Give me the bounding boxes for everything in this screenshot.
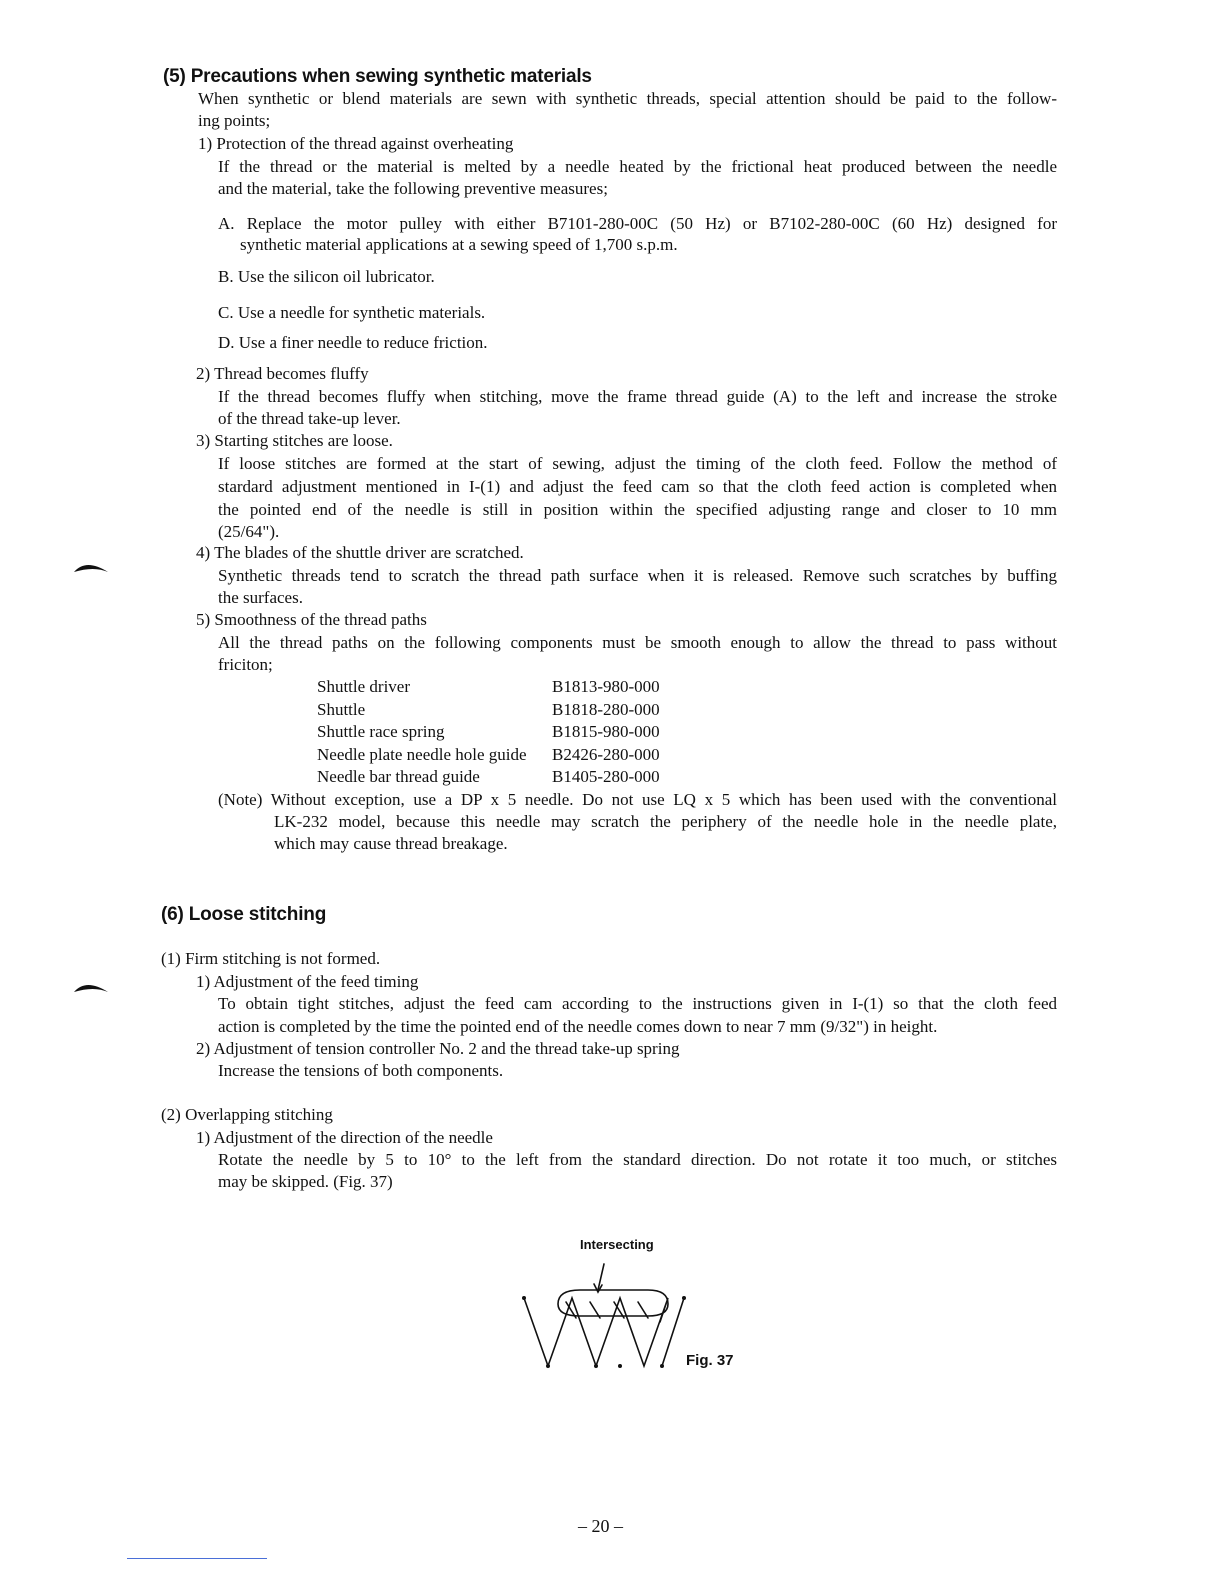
section-5-heading: (5) Precautions when sewing synthetic materials xyxy=(163,66,592,87)
part-name-3: Shuttle race spring xyxy=(317,722,445,741)
part-code-4: B2426-280-000 xyxy=(552,745,660,764)
item-5-title: 5) Smoothness of the thread paths xyxy=(196,610,427,629)
measure-c: C. Use a needle for synthetic materials. xyxy=(218,303,486,322)
stitch-diagram-figure xyxy=(518,1262,708,1380)
part-name-5: Needle bar thread guide xyxy=(317,767,480,786)
feed-timing-title: 1) Adjustment of the feed timing xyxy=(196,972,419,991)
section-6-heading: (6) Loose stitching xyxy=(161,904,327,925)
tension-title: 2) Adjustment of tension controller No. 2 and the thread take-up spring xyxy=(196,1039,680,1058)
measure-d: D. Use a finer needle to reduce friction. xyxy=(218,333,488,352)
item-1-body-line-1: If the thread or the material is melted by a needle heated by the frictional heat produced between the needle xyxy=(218,157,1057,176)
margin-mark-icon xyxy=(72,980,110,994)
firm-stitching-title: (1) Firm stitching is not formed. xyxy=(161,949,381,968)
measure-a-line-1: A. Replace the motor pulley with either B7101-280-00C (50 Hz) or B7102-280-00C (60 Hz) designed for xyxy=(218,214,1057,233)
item-3-body-line-3: the pointed end of the needle is still in position within the specified adjusting range and closer to 10 mm xyxy=(218,500,1057,519)
bottom-rule xyxy=(127,1558,267,1559)
item-3-body-line-2: stardard adjustment mentioned in I-(1) and adjust the feed cam so that the cloth feed action is completed when xyxy=(218,477,1057,496)
page-number: – 20 – xyxy=(578,1516,623,1536)
item-1-title: 1) Protection of the thread against overheating xyxy=(198,134,514,153)
item-4-title: 4) The blades of the shuttle driver are scratched. xyxy=(196,543,524,562)
item-2-body-line-2: of the thread take-up lever. xyxy=(218,409,401,428)
item-1-body-line-2: and the material, take the following preventive measures; xyxy=(218,179,608,198)
part-code-3: B1815-980-000 xyxy=(552,722,660,741)
item-4-body-line-2: the surfaces. xyxy=(218,588,303,607)
tension-body: Increase the tensions of both components. xyxy=(218,1061,504,1080)
overlapping-title: (2) Overlapping stitching xyxy=(161,1105,333,1124)
part-name-4: Needle plate needle hole guide xyxy=(317,745,527,764)
needle-direction-body-line-2: may be skipped. (Fig. 37) xyxy=(218,1172,393,1191)
section-5-intro-line-1: When synthetic or blend materials are sewn with synthetic threads, special attention should be paid to the follow- xyxy=(198,89,1057,108)
part-name-2: Shuttle xyxy=(317,700,366,719)
margin-mark-icon xyxy=(72,560,110,574)
note-line-2: LK-232 model, because this needle may scratch the periphery of the needle hole in the needle plate, xyxy=(274,812,1057,831)
note-line-3: which may cause thread breakage. xyxy=(274,834,508,853)
item-5-body-line-1: All the thread paths on the following components must be smooth enough to allow the thread to pass without xyxy=(218,633,1057,652)
figure-caption: Fig. 37 xyxy=(686,1352,734,1369)
part-code-2: B1818-280-000 xyxy=(552,700,660,719)
item-5-body-line-2: friciton; xyxy=(218,655,273,674)
section-5-intro-line-2: ing points; xyxy=(198,111,271,130)
part-name-1: Shuttle driver xyxy=(317,677,411,696)
item-3-title: 3) Starting stitches are loose. xyxy=(196,431,393,450)
item-3-body-line-4: (25/64"). xyxy=(218,522,280,541)
figure-label-intersecting: Intersecting xyxy=(580,1237,654,1252)
item-2-body-line-1: If the thread becomes fluffy when stitching, move the frame thread guide (A) to the left and increase the stroke xyxy=(218,387,1057,406)
part-code-1: B1813-980-000 xyxy=(552,677,660,696)
feed-timing-body-line-2: action is completed by the time the pointed end of the needle comes down to near 7 mm (9/32") in height. xyxy=(218,1017,938,1036)
needle-direction-body-line-1: Rotate the needle by 5 to 10° to the left from the standard direction. Do not rotate it too much, or stitches xyxy=(218,1150,1057,1169)
measure-a-line-2: synthetic material applications at a sewing speed of 1,700 s.p.m. xyxy=(240,235,678,254)
item-2-title: 2) Thread becomes fluffy xyxy=(196,364,369,383)
item-3-body-line-1: If loose stitches are formed at the start of sewing, adjust the timing of the cloth feed. Follow the method of xyxy=(218,454,1057,473)
part-code-5: B1405-280-000 xyxy=(552,767,660,786)
feed-timing-body-line-1: To obtain tight stitches, adjust the feed cam according to the instructions given in I-(1) so that the cloth feed xyxy=(218,994,1057,1013)
item-4-body-line-1: Synthetic threads tend to scratch the thread path surface when it is released. Remove such scratches by buffing xyxy=(218,566,1057,585)
measure-b: B. Use the silicon oil lubricator. xyxy=(218,267,435,286)
note-line-1: (Note) Without exception, use a DP x 5 needle. Do not use LQ x 5 which has been used with the conventional xyxy=(218,790,1057,809)
needle-direction-title: 1) Adjustment of the direction of the needle xyxy=(196,1128,493,1147)
